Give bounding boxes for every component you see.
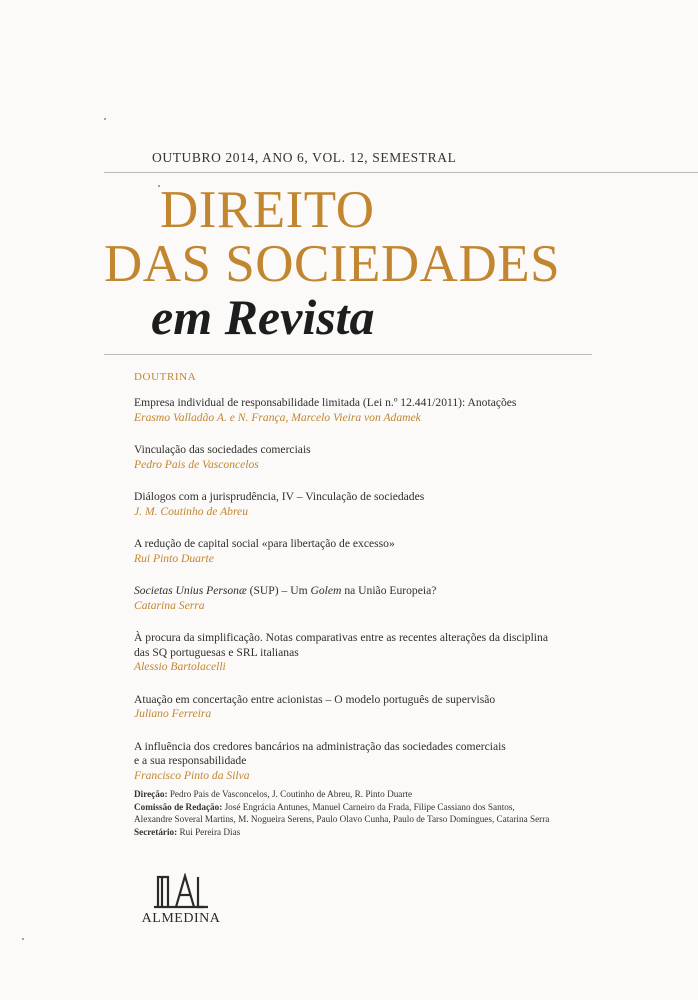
credits-comissao [134,801,654,814]
article-entry [134,631,654,675]
article-title-cont: e a sua responsabilidade [134,754,247,767]
article-title: À procura da simplificação. Notas comparativas entre as recentes alterações da disciplina [134,631,548,644]
credits-label: Comissão de Redação: [134,801,223,812]
article-title: A influência dos credores bancários na administração das sociedades comerciais [134,739,506,753]
section-heading: DOUTRINA [134,371,197,383]
publisher-logo [136,873,226,927]
credits-value: Rui Pereira Dias [177,826,241,837]
credits-secretario [134,826,654,839]
article-author: Erasmo Valladão A. e N. França, Marcelo Vieira von Adamek [134,410,421,424]
article-title-part: (SUP) – Um [246,584,311,597]
article-entry [134,740,654,784]
article-author: Juliano Ferreira [134,707,212,720]
article-entry [134,490,654,519]
scan-speck [22,938,24,940]
article-entry [134,396,654,425]
credits-value: José Engrácia Antunes, Manuel Carneiro da Frada, Filipe Cassiano dos Santos, [222,801,515,812]
scan-speck [104,118,106,120]
credits-value: Pedro Pais de Vasconcelos, J. Coutinho de Abreu, R. Pinto Duarte [167,789,413,799]
article-title [134,584,654,599]
article-title: Empresa individual de responsabilidade limitada (Lei n.º 12.441/2011): Anotações [134,396,517,409]
article-title-italic: Societas Unius Personæ [134,584,247,597]
article-author: Alessio Bartolacelli [134,660,226,673]
article-title-cont: das SQ portuguesas e SRL italianas [134,645,299,659]
article-title: Vinculação das sociedades comerciais [134,443,311,456]
article-author: Pedro Pais de Vasconcelos [134,457,259,471]
table-of-contents [134,396,654,801]
article-author: Rui Pinto Duarte [134,551,214,565]
credits-comissao-cont: Alexandre Soveral Martins, M. Nogueira Serens, Paulo Olavo Cunha, Paulo de Tarso Domingues, Catarina Serra [134,814,550,825]
journal-title-line1: DIREITO [160,181,375,239]
divider-mid [104,354,592,355]
article-title: A redução de capital social «para libertação de excesso» [134,537,395,550]
journal-title-line2: DAS SOCIEDADES [104,235,561,293]
divider-top [104,172,698,173]
article-entry [134,584,654,613]
article-author: J. M. Coutinho de Abreu [134,504,248,518]
article-title: Atuação em concertação entre acionistas – O modelo português de supervisão [134,692,496,706]
credits-label: Secretário: [134,826,178,837]
article-entry [134,537,654,566]
publisher-name: ALMEDINA [141,911,221,926]
article-entry [134,443,654,472]
editorial-credits [134,788,654,838]
article-title-italic: Golem [310,584,342,597]
article-entry [134,693,654,722]
credits-label: Direção: [134,789,168,799]
article-title-part: na União Europeia? [341,584,437,597]
article-title: Diálogos com a jurisprudência, IV – Vinculação de sociedades [134,490,425,503]
article-author: Francisco Pinto da Silva [134,768,250,782]
article-author: Catarina Serra [134,598,205,612]
almedina-logo-icon [152,873,210,909]
issue-line: OUTUBRO 2014, ANO 6, VOL. 12, SEMESTRAL [152,150,457,165]
journal-title-line3: em Revista [151,289,375,345]
credits-direcao [134,788,654,801]
